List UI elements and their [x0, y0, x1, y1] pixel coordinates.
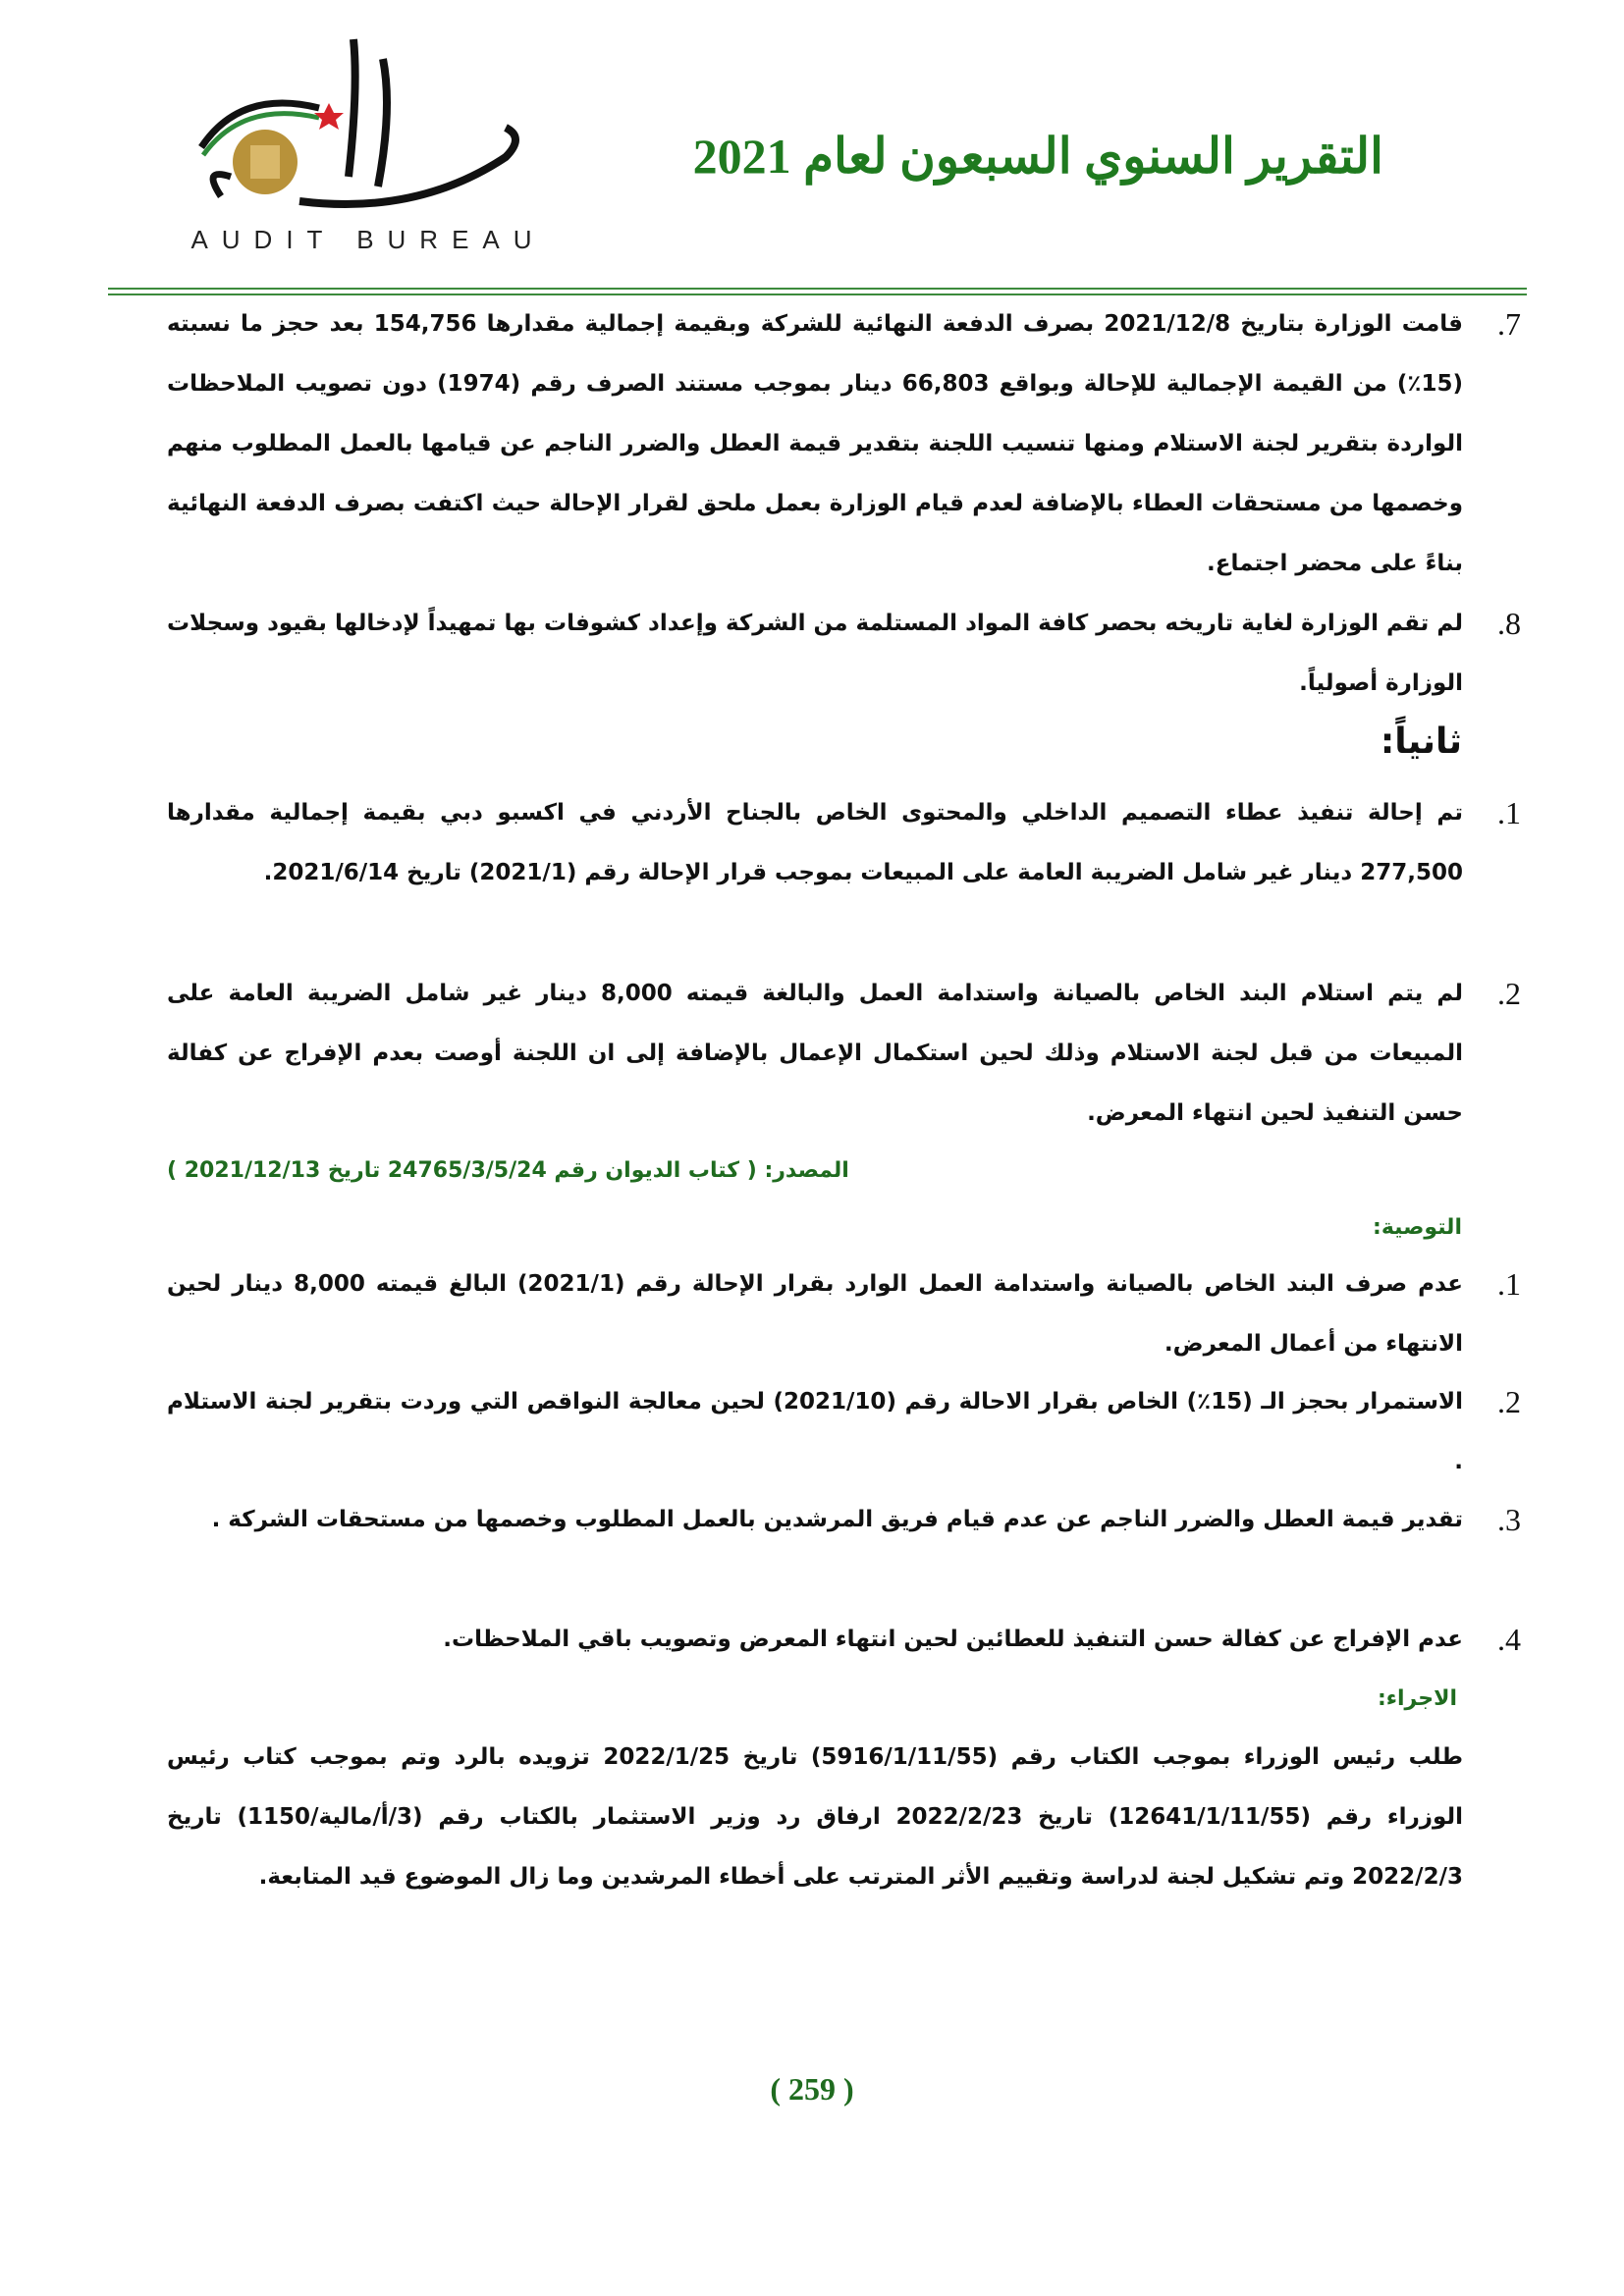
item-number: .1 — [1497, 795, 1521, 830]
item-text: لم يتم استلام البند الخاص بالصيانة واستدامة العمل والبالغة قيمته 8,000 دينار غير شامل الضريبة العامة على المبيعات من قبل لجنة الاستلام وذلك لحين استكمال الإعمال بالإضافة إلى ان اللجنة أوصت بعدم الإفراج عن كفالة حسن التنفيذ لحين انتهاء المعرض. — [167, 981, 1463, 1126]
section-heading-second: ثانياً: — [1380, 721, 1462, 762]
list-item — [167, 594, 1521, 714]
list-item — [167, 294, 1521, 594]
item-text: قامت الوزارة بتاريخ 2021/12/8 بصرف الدفعة النهائية للشركة وبقيمة إجمالية مقدارها 154,756 بعد حجز ما نسبته (15٪) من القيمة الإجمالية للإحالة وبواقع 66,803 دينار بموجب مستند الصرف رقم (1974) دون تصويب الملاحظات الواردة بتقرير لجنة الاستلام ومنها تنسيب اللجنة بتقدير قيمة العطل والضرر الناجم عن قيامها بالعمل المطلوب منهم وخصمها من مستحقات العطاء بالإضافة لعدم قيام الوزارة بعمل ملحق لقرار الإحالة حيث اكتفت بصرف الدفعة النهائية بناءً على محضر اجتماع. — [167, 311, 1463, 576]
item-text: عدم صرف البند الخاص بالصيانة واستدامة العمل الوارد بقرار الإحالة رقم (2021/1) البالغ قيمته 8,000 دينار لحين الانتهاء من أعمال المعرض. — [167, 1271, 1463, 1357]
action-heading: الاجراء: — [1377, 1686, 1457, 1711]
recommendation-item — [167, 1255, 1521, 1374]
report-title: التقرير السنوي السبعون لعام 2021 — [692, 129, 1383, 184]
item-number: .2 — [1497, 1384, 1521, 1419]
item-text: لم تقم الوزارة لغاية تاريخه بحصر كافة المواد المستلمة من الشركة وإعداد كشوفات بها تمهيداً لإدخالها بقيود وسجلات الوزارة أصولياً. — [167, 611, 1463, 696]
item-number: .3 — [1497, 1502, 1521, 1537]
item-text: عدم الإفراج عن كفالة حسن التنفيذ للعطائين لحين انتهاء المعرض وتصويب باقي الملاحظات. — [443, 1627, 1463, 1652]
recommendation-item — [167, 1610, 1521, 1670]
item-number: .7 — [1497, 306, 1521, 342]
item-text: تم إحالة تنفيذ عطاء التصميم الداخلي والمحتوى الخاص بالجناح الأردني في اكسبو دبي بقيمة إجمالية مقدارها 277,500 دينار غير شامل الضريبة العامة على المبيعات بموجب قرار الإحالة رقم (2021/1) تاريخ 2021/6/14. — [167, 800, 1463, 885]
item-number: .1 — [1497, 1266, 1521, 1302]
recommendation-item — [167, 1490, 1521, 1550]
recommendation-heading: التوصية: — [1373, 1215, 1462, 1240]
item-number: .2 — [1497, 976, 1521, 1011]
item-text: تقدير قيمة العطل والضرر الناجم عن عدم قيام فريق المرشدين بالعمل المطلوب وخصمها من مستحقات الشركة . — [211, 1507, 1463, 1532]
item-number: .4 — [1497, 1622, 1521, 1657]
action-text: طلب رئيس الوزراء بموجب الكتاب رقم (5916/1/11/55) تاريخ 2022/1/25 تزويده بالرد وتم بموجب كتاب رئيس الوزراء رقم (12641/1/11/55) تاريخ 2022/2/23 ارفاق رد وزير الاستثمار بالكتاب رقم (3/أ/مالية/1150) تاريخ 2022/2/3 وتم تشكيل لجنة لدراسة وتقييم الأثر المترتب على أخطاء المرشدين وما زال الموضوع قيد المتابعة. — [167, 1744, 1463, 1890]
logo-english-text: AUDIT BUREAU — [190, 225, 546, 254]
recommendation-item — [167, 1372, 1521, 1492]
audit-bureau-logo — [182, 29, 555, 255]
list-item — [167, 964, 1521, 1144]
page-number: ( 259 ) — [770, 2071, 854, 2107]
list-item — [167, 783, 1521, 903]
source-reference: المصدر: ( كتاب الديوان رقم 24765/3/5/24 تاريخ 2021/12/13 ) — [167, 1158, 849, 1183]
item-number: .8 — [1497, 606, 1521, 641]
item-text: الاستمرار بحجز الـ (15٪) الخاص بقرار الاحالة رقم (2021/10) لحين معالجة النواقص التي وردت بتقرير لجنة الاستلام . — [167, 1389, 1464, 1474]
logo-emblem-icon — [182, 29, 555, 226]
action-paragraph — [167, 1728, 1463, 1907]
